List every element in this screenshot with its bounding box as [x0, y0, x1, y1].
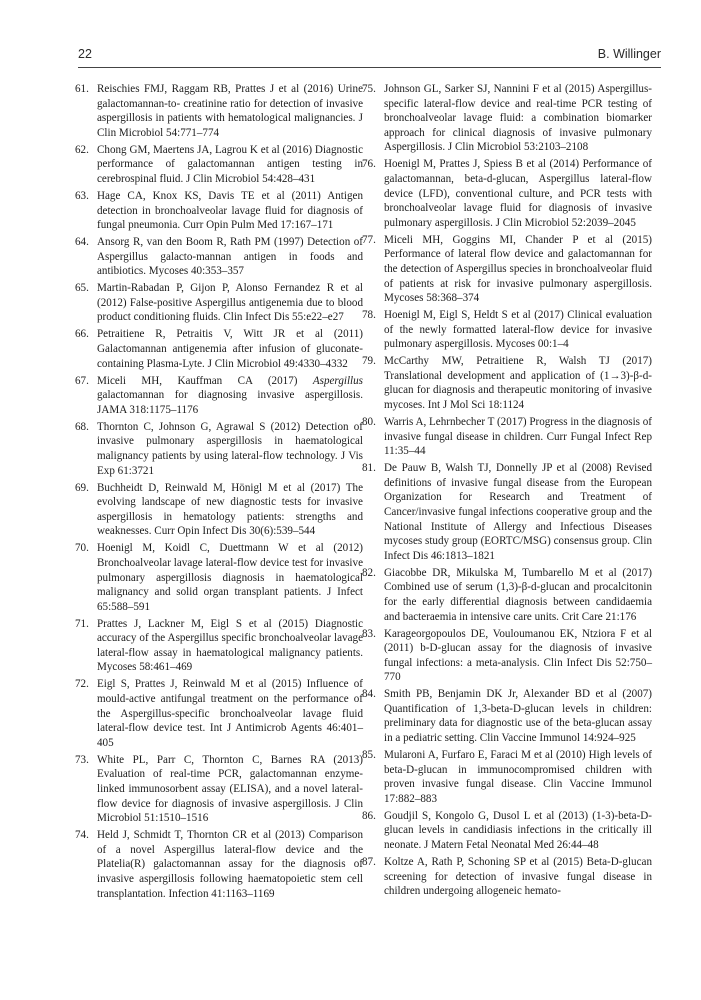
reference-text: Miceli MH, Goggins MI, Chander P et al (2015) Performance of lateral flow device and galactomannan for the detection of Aspergillus species in bronchoalveolar fluid of patients at risk for invasive pulmonary aspergillosis. Mycoses 58:368–374: [384, 233, 652, 305]
reference-text: White PL, Parr C, Thornton C, Barnes RA (2013) Evaluation of real-time PCR, galactomannan enzyme-linked immunosorbent assay (ELISA), and a novel lateral-flow device for diagnosis of invasive aspergillosis. J Clin Microbiol 51:1510–1516: [97, 753, 363, 825]
reference-text: Warris A, Lehrnbecher T (2017) Progress in the diagnosis of invasive fungal disease in children. Curr Fungal Infect Rep 11:35–44: [384, 416, 652, 458]
reference-83: [362, 627, 652, 685]
reference-text: Ansorg R, van den Boom R, Rath PM (1997) Detection of Aspergillus galacto-mannan antigen in foods and antibiotics. Mycoses 40:353–357: [97, 236, 363, 278]
reference-text: Thornton C, Johnson G, Agrawal S (2012) Detection of invasive pulmonary aspergillosis in haematological malignancy patients by using lateral-flow technology. J Vis Exp 61:3721: [97, 420, 363, 477]
reference-62: [75, 143, 363, 187]
reference-71: [75, 617, 363, 675]
reference-text: Petraitiene R, Petraitis V, Witt JR et al (2011) Galactomannan antigenemia after infusion of gluconate-containing Plasma-Lyte. J Clin Microbiol 49:4330–4332: [97, 328, 363, 370]
running-head: B. Willinger: [597, 47, 661, 61]
reference-text: McCarthy MW, Petraitiene R, Walsh TJ (2017) Translational development and application of (1→3)-β-d-glucan for diagnosis and therapeutic monitoring of invasive mycoses. Int J Mol Sci 18:1124: [384, 355, 652, 412]
reference-text: Chong GM, Maertens JA, Lagrou K et al (2016) Diagnostic performance of galactomannan antigen testing in cerebrospinal fluid. J Clin Microbiol 54:428–431: [97, 143, 363, 185]
reference-number: 84.: [362, 688, 376, 701]
reference-text: Karageorgopoulos DE, Vouloumanou EK, Ntziora F et al (2011) b-D-glucan assay for the diagnosis of invasive fungal infections: a meta-analysis. Clin Infect Dis 52:750–770: [384, 627, 652, 684]
reference-number: 87.: [362, 855, 376, 868]
reference-number: 78.: [362, 309, 376, 322]
reference-70: [75, 541, 363, 614]
reference-text: Mularoni A, Furfaro E, Faraci M et al (2010) High levels of beta-D-glucan in immunocompromised children with proven invasive fungal disease. Clin Vaccine Immunol 17:882–883: [384, 749, 652, 805]
reference-number: 81.: [362, 462, 376, 475]
reference-74: [75, 828, 363, 901]
reference-82: [362, 566, 652, 624]
reference-number: 68.: [75, 420, 89, 433]
reference-text: Johnson GL, Sarker SJ, Nannini F et al (2015) Aspergillus-specific lateral-flow device and real-time PCR testing of bronchoalveolar lavage fluid: a combination biomarker approach for clinical diagnosis of invasive pulmonary Aspergillosis. J Clin Microbiol 53:2103–2108: [384, 83, 652, 154]
reference-text: Giacobbe DR, Mikulska M, Tumbarello M et al (2017) Combined use of serum (1,3)-β-d-glucan and procalcitonin for the early differential diagnosis between candidaemia and bacteraemia in intensive care units. Crit Care 21:176: [384, 566, 652, 623]
reference-80: [362, 415, 652, 459]
reference-75: [362, 82, 652, 155]
reference-76: [362, 157, 652, 230]
reference-number: 79.: [362, 355, 376, 368]
reference-81: [362, 461, 652, 563]
reference-65: [75, 281, 363, 325]
reference-text: De Pauw B, Walsh TJ, Donnelly JP et al (2008) Revised definitions of invasive fungal disease from the European Organization for Research and Treatment of Cancer/invasive fungal infections cooperative group and the National Institute of Allergy and Infectious Diseases mycoses study group (EORTC/MSG) consensus group. Clin Infect Dis 46:1813–1821: [384, 462, 652, 562]
reference-text-after: galactomannan for diagnosing invasive aspergillosis. JAMA 318:1175–1176: [97, 389, 363, 416]
reference-number: 82.: [362, 566, 376, 579]
reference-text: Buchheidt D, Reinwald M, Hönigl M et al (2017) The evolving landscape of new diagnostic tests for invasive aspergillosis in hematology patients: strengths and weaknesses. Curr Opin Infect Dis 30(6):539–544: [97, 481, 363, 538]
reference-text-before: Miceli MH, Kauffman CA (2017): [97, 374, 313, 387]
reference-text: Hoenigl M, Prattes J, Spiess B et al (2014) Performance of galactomannan, beta-d-glucan, Aspergillus lateral-flow device (LFD), conventional culture, and PCR tests with bronchoalveolar lavage fluid for diagnosis of invasive pulmonary aspergillosis. J Clin Microbiol 52:2039–2045: [384, 158, 652, 229]
reference-text: Koltze A, Rath P, Schoning SP et al (2015) Beta-D-glucan screening for detection of invasive fungal disease in children undergoing allogeneic hemato-: [384, 855, 652, 898]
reference-77: [362, 233, 652, 306]
reference-68: [75, 420, 363, 478]
reference-67: [75, 374, 363, 418]
reference-85: [362, 748, 652, 806]
reference-63: [75, 189, 363, 233]
reference-number: 70.: [75, 542, 89, 555]
reference-number: 65.: [75, 282, 89, 295]
reference-number: 64.: [75, 236, 89, 249]
reference-86: [362, 809, 652, 853]
reference-66: [75, 327, 363, 371]
references-left-column: [75, 82, 363, 904]
reference-number: 75.: [362, 83, 376, 95]
reference-text: Hage CA, Knox KS, Davis TE et al (2011) Antigen detection in bronchoalveolar lavage fluid for diagnosis of fungal pneumonia. Curr Opin Pulm Med 17:167–171: [97, 189, 363, 232]
reference-69: [75, 481, 363, 539]
reference-number: 62.: [75, 143, 89, 156]
reference-number: 74.: [75, 829, 89, 842]
page-number: 22: [78, 47, 92, 61]
reference-text: Martin-Rabadan P, Gijon P, Alonso Fernandez R et al (2012) False-positive Aspergillus antigenemia due to blood product conditioning fluids. Clin Infect Dis 55:e22–e27: [97, 282, 363, 324]
reference-number: 80.: [362, 416, 376, 429]
reference-78: [362, 308, 652, 352]
reference-number: 71.: [75, 617, 89, 630]
page-header: [78, 47, 661, 65]
reference-number: 85.: [362, 749, 376, 762]
reference-text: Hoenigl M, Koidl C, Duettmann W et al (2012) Bronchoalveolar lavage lateral-flow device test for invasive pulmonary aspergillosis diagnosis in haematological malignancy and solid organ transplant patients. J Infect 65:588–591: [97, 542, 363, 613]
reference-text: Held J, Schmidt T, Thornton CR et al (2013) Comparison of a novel Aspergillus lateral-flow device and the Platelia(R) galactomannan assay for the diagnosis of invasive aspergillosis following haematopoietic stem cell transplantation. Infection 41:1163–1169: [97, 829, 363, 900]
reference-64: [75, 235, 363, 279]
reference-87: [362, 855, 652, 899]
reference-text: Reischies FMJ, Raggam RB, Prattes J et al (2016) Urine galactomannan-to- creatinine ratio for detection of invasive aspergillosis in patients with hematological malignancies. J Clin Microbiol 54:771–774: [97, 83, 363, 139]
reference-text: Eigl S, Prattes J, Reinwald M et al (2015) Influence of mould-active antifungal treatment on the performance of the Aspergillus-specific bronchoalveolar lavage fluid lateral-flow device test. Int J Antimicrob Agents 46:401–405: [97, 678, 363, 749]
reference-number: 72.: [75, 678, 89, 691]
reference-number: 61.: [75, 83, 89, 95]
reference-number: 77.: [362, 233, 376, 246]
reference-text: Smith PB, Benjamin DK Jr, Alexander BD et al (2007) Quantification of 1,3-beta-D-glucan levels in children: preliminary data for diagnostic use of the beta-glucan assay in a pediatric setting. Clin Vaccine Immunol 14:924–925: [384, 688, 652, 745]
reference-73: [75, 753, 363, 826]
reference-text: Prattes J, Lackner M, Eigl S et al (2015) Diagnostic accuracy of the Aspergillus specific bronchoalveolar lavage lateral-flow assay in haematological malignancy patients. Mycoses 58:461–469: [97, 617, 363, 674]
reference-61: [75, 82, 363, 140]
references-right-column: [362, 82, 652, 901]
reference-number: 69.: [75, 481, 89, 494]
reference-number: 66.: [75, 328, 89, 341]
reference-number: 67.: [75, 374, 89, 387]
reference-number: 83.: [362, 627, 376, 640]
reference-number: 73.: [75, 753, 89, 766]
reference-text: Goudjil S, Kongolo G, Dusol L et al (2013) (1-3)-beta-D-glucan levels in candidiasis infections in the critically ill neonate. J Matern Fetal Neonatal Med 26:44–48: [384, 809, 652, 851]
reference-italic-genus: Aspergillus: [312, 374, 363, 387]
reference-text: Hoenigl M, Eigl S, Heldt S et al (2017) Clinical evaluation of the newly formatted lateral-flow device for invasive pulmonary aspergillosis. Mycoses 00:1–4: [384, 309, 652, 351]
reference-72: [75, 677, 363, 750]
reference-79: [362, 354, 652, 412]
reference-number: 63.: [75, 189, 89, 202]
header-rule: [78, 67, 661, 68]
reference-number: 76.: [362, 158, 376, 171]
reference-84: [362, 687, 652, 745]
reference-number: 86.: [362, 809, 376, 822]
